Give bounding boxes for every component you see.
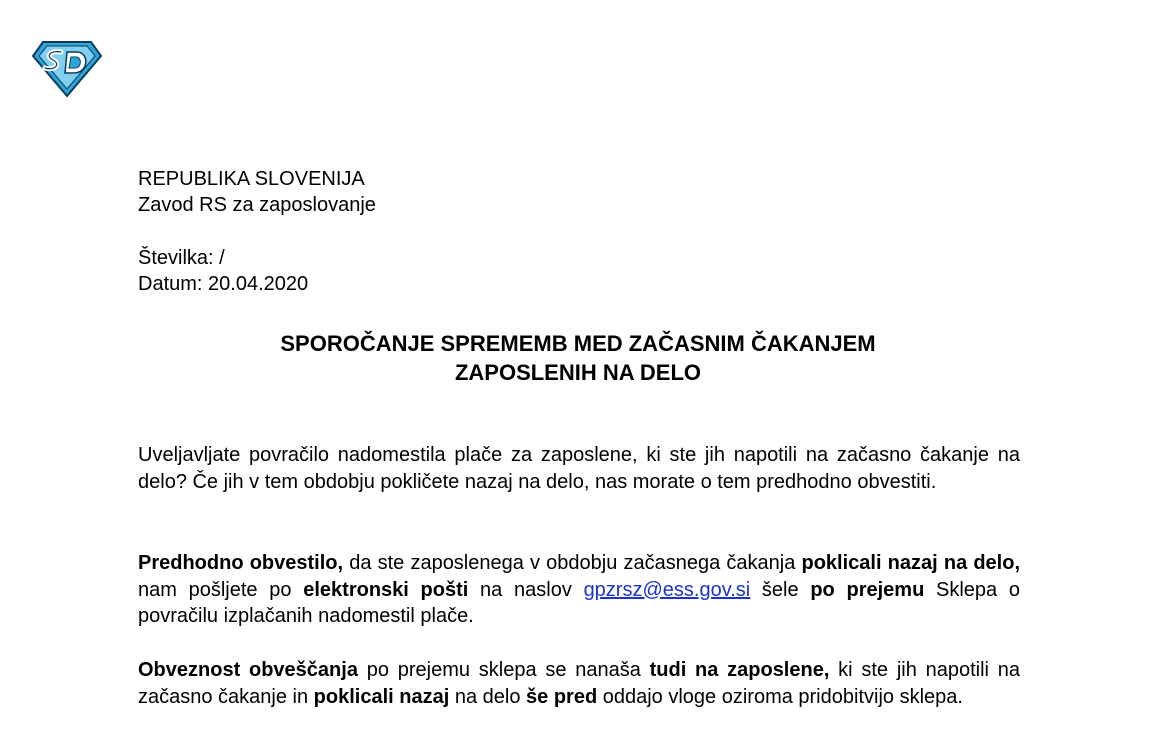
bold-phrase: po prejemu [810, 578, 925, 601]
email-link[interactable]: gpzrsz@ess.gov.si [583, 578, 751, 601]
sd-diamond-logo-icon [31, 40, 103, 98]
paragraph-prior-notice [138, 550, 1020, 630]
bold-phrase: Predhodno obvestilo, [138, 552, 344, 574]
paragraph-text: Sklepa o povračilu izplačanih nadomestil plače. [138, 578, 1021, 627]
bold-phrase: še pred [526, 685, 598, 708]
paragraph-text: ki ste jih napotili na začasno čakanje in [138, 659, 1020, 708]
title-line-2: ZAPOSLENIH NA DELO [454, 360, 702, 385]
document-number: Številka: / [138, 247, 225, 269]
country-line: REPUBLIKA SLOVENIJA [138, 168, 365, 190]
paragraph-obligation [138, 657, 1020, 710]
document-date: Datum: 20.04.2020 [138, 273, 309, 295]
paragraph-text: po prejemu sklepa se nanaša [357, 659, 650, 681]
paragraph-text: na delo [449, 685, 527, 708]
paragraph-intro: Uveljavljate povračilo nadomestila plače za zaposlene, ki ste jih napotili na začasno čakanje na delo? Če jih v tem obdobju pokličete nazaj na delo, nas morate o tem predhodno obvestiti. [138, 444, 1020, 493]
agency-line: Zavod RS za zaposlovanje [138, 194, 376, 216]
title-line-1: SPOROČANJE SPREMEMB MED ZAČASNIM ČAKANJEM [280, 331, 876, 356]
bold-phrase: poklicali nazaj na delo, [801, 552, 1021, 574]
paragraph-text: nam pošljete po [138, 578, 304, 601]
bold-phrase: Obveznost obveščanja [138, 659, 358, 681]
paragraph-text: da ste zaposlenega v obdobju začasnega čakanja [343, 552, 802, 574]
bold-phrase: tudi na zaposlene, [649, 659, 830, 681]
issuer-block [138, 166, 376, 218]
bold-phrase: poklicali nazaj [313, 685, 450, 708]
paragraph-text: oddajo vloge oziroma pridobitvijo sklepa. [597, 685, 963, 708]
bold-phrase: elektronski pošti [303, 578, 469, 601]
paragraph-text: šele [750, 578, 811, 601]
document-meta [138, 245, 308, 297]
paragraph-text: na naslov [468, 578, 584, 601]
document-title [138, 329, 1018, 387]
